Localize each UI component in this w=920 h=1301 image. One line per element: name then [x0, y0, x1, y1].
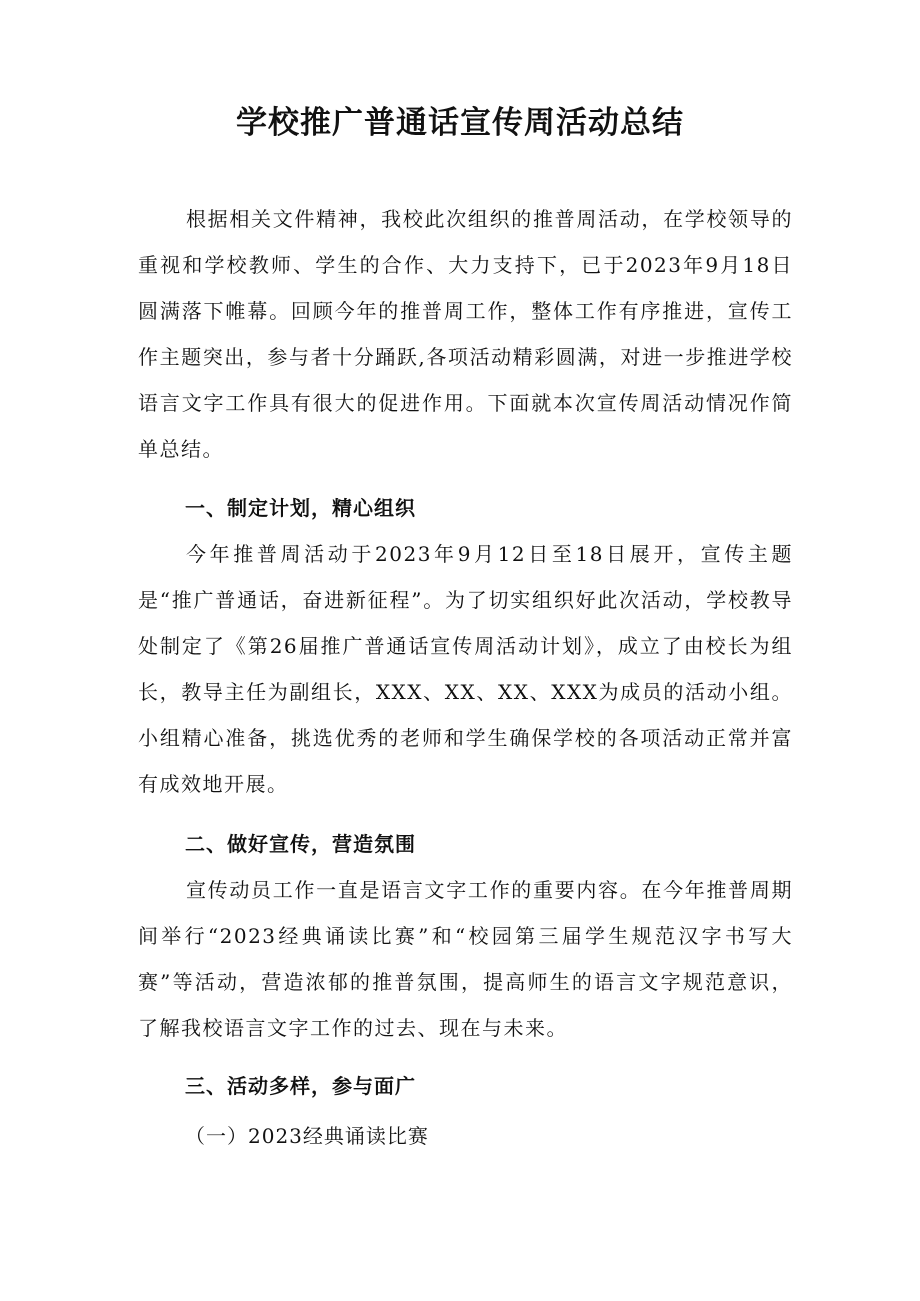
section-2-heading: 二、做好宣传，营造氛围 — [185, 832, 416, 856]
intro-paragraph: 根据相关文件精神，我校此次组织的推普周活动，在学校领导的重视和学校教师、学生的合作、大力支持下，已于2023年9月18日圆满落下帷幕。回顾今年的推普周工作，整体工作有序推进，宣传工作主题突出，参与者十分踊跃,各项活动精彩圆满，对进一步推进学校语言文字工作具有很大的促进作用。下面就本次宣传周活动情况作简单总结。 — [138, 207, 793, 461]
section-1-paragraph: 今年推普周活动于2023年9月12日至18日展开，宣传主题是“推广普通话，奋进新征程”。为了切实组织好此次活动，学校教导处制定了《第26届推广普通话宣传周活动计划》，成立了由校长为组长，教导主任为副组长，XXX、XX、XX、XXX为成员的活动小组。小组精心准备，挑选优秀的老师和学生确保学校的各项活动正常并富有成效地开展。 — [138, 542, 793, 796]
section-1-heading: 一、制定计划，精心组织 — [185, 496, 416, 520]
section-3-subheading: （一）2023经典诵读比赛 — [185, 1124, 429, 1148]
section-2-paragraph: 宣传动员工作一直是语言文字工作的重要内容。在今年推普周期间举行“2023经典诵读比赛”和“校园第三届学生规范汉字书写大赛”等活动，营造浓郁的推普氛围，提高师生的语言文字规范意识，了解我校语言文字工作的过去、现在与未来。 — [138, 878, 793, 1040]
section-3-heading: 三、活动多样，参与面广 — [185, 1074, 416, 1098]
document-title: 学校推广普通话宣传周活动总结 — [236, 105, 684, 141]
